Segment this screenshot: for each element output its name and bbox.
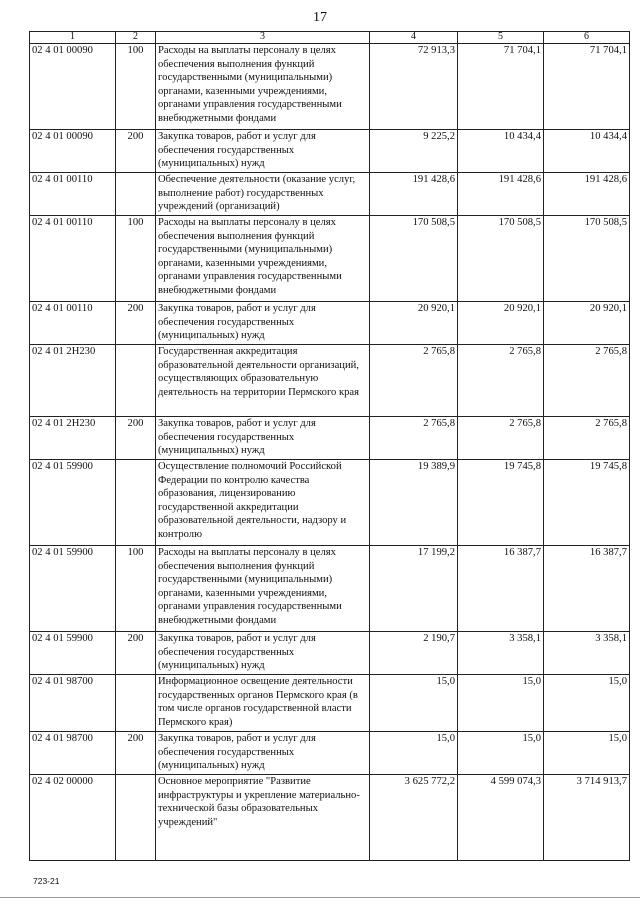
target-article-code: 02 4 01 59900 <box>30 460 116 546</box>
target-article-code: 02 4 01 00090 <box>30 130 116 173</box>
expense-name: Закупка товаров, работ и услуг для обеспечения государственных (муниципальных) нужд <box>156 130 370 173</box>
target-article-code: 02 4 01 98700 <box>30 675 116 732</box>
amount-col5: 15,0 <box>458 675 544 732</box>
target-article-code: 02 4 01 2Н230 <box>30 417 116 460</box>
target-article-code: 02 4 01 98700 <box>30 732 116 775</box>
target-article-code: 02 4 01 00090 <box>30 44 116 130</box>
amount-col4: 9 225,2 <box>370 130 458 173</box>
expense-type-code: 100 <box>116 44 156 130</box>
amount-col4: 17 199,2 <box>370 546 458 632</box>
amount-col6: 3 358,1 <box>544 632 630 675</box>
expense-type-code: 200 <box>116 302 156 345</box>
amount-col4: 170 508,5 <box>370 216 458 302</box>
target-article-code: 02 4 01 00110 <box>30 302 116 345</box>
amount-col4: 15,0 <box>370 675 458 732</box>
expense-name: Закупка товаров, работ и услуг для обеспечения государственных (муниципальных) нужд <box>156 732 370 775</box>
expense-name: Закупка товаров, работ и услуг для обеспечения государственных (муниципальных) нужд <box>156 417 370 460</box>
column-number: 2 <box>116 32 156 44</box>
column-number: 5 <box>458 32 544 44</box>
amount-col5: 10 434,4 <box>458 130 544 173</box>
amount-col4: 2 765,8 <box>370 345 458 417</box>
table-row <box>30 345 630 417</box>
table-row <box>30 417 630 460</box>
amount-col6: 19 745,8 <box>544 460 630 546</box>
expense-type-code: 100 <box>116 216 156 302</box>
column-number: 1 <box>30 32 116 44</box>
expense-name: Информационное освещение деятельности государственных органов Пермского края (в том числе органов государственной власти Пермского края) <box>156 675 370 732</box>
table-row <box>30 675 630 732</box>
amount-col5: 16 387,7 <box>458 546 544 632</box>
amount-col6: 191 428,6 <box>544 173 630 216</box>
amount-col4: 15,0 <box>370 732 458 775</box>
expense-type-code: 200 <box>116 130 156 173</box>
expense-name: Обеспечение деятельности (оказание услуг, выполнение работ) государственных учреждений (организаций) <box>156 173 370 216</box>
table-row <box>30 216 630 302</box>
amount-col5: 15,0 <box>458 732 544 775</box>
amount-col4: 191 428,6 <box>370 173 458 216</box>
table-row <box>30 632 630 675</box>
expense-type-code <box>116 775 156 861</box>
amount-col5: 20 920,1 <box>458 302 544 345</box>
amount-col6: 2 765,8 <box>544 345 630 417</box>
amount-col5: 191 428,6 <box>458 173 544 216</box>
amount-col4: 19 389,9 <box>370 460 458 546</box>
target-article-code: 02 4 02 00000 <box>30 775 116 861</box>
expense-type-code: 200 <box>116 732 156 775</box>
amount-col4: 72 913,3 <box>370 44 458 130</box>
expense-name: Закупка товаров, работ и услуг для обеспечения государственных (муниципальных) нужд <box>156 632 370 675</box>
page-number: 17 <box>313 10 327 25</box>
expense-name: Расходы на выплаты персоналу в целях обеспечения выполнения функций государственными (муниципальными) органами, казенными учреждениями, органами управления государственными внебюджетными фондами <box>156 546 370 632</box>
amount-col6: 2 765,8 <box>544 417 630 460</box>
column-number: 3 <box>156 32 370 44</box>
target-article-code: 02 4 01 00110 <box>30 216 116 302</box>
expense-type-code: 200 <box>116 632 156 675</box>
amount-col6: 20 920,1 <box>544 302 630 345</box>
table-row <box>30 460 630 546</box>
expense-name: Государственная аккредитация образовательной деятельности организаций, осуществляющих образовательную деятельность на территории Пермского края <box>156 345 370 417</box>
amount-col4: 20 920,1 <box>370 302 458 345</box>
amount-col6: 15,0 <box>544 732 630 775</box>
target-article-code: 02 4 01 2Н230 <box>30 345 116 417</box>
expense-name: Расходы на выплаты персоналу в целях обеспечения выполнения функций государственными (муниципальными) органами, казенными учреждениями, органами управления государственными внебюджетными фондами <box>156 216 370 302</box>
amount-col5: 4 599 074,3 <box>458 775 544 861</box>
amount-col5: 19 745,8 <box>458 460 544 546</box>
expense-type-code <box>116 345 156 417</box>
expense-name: Основное мероприятие "Развитие инфраструктуры и укрепление материально-технической базы образовательных учреждений" <box>156 775 370 861</box>
table-row <box>30 775 630 861</box>
expense-type-code: 100 <box>116 546 156 632</box>
amount-col4: 2 190,7 <box>370 632 458 675</box>
amount-col6: 16 387,7 <box>544 546 630 632</box>
expense-type-code <box>116 675 156 732</box>
table-row <box>30 546 630 632</box>
target-article-code: 02 4 01 59900 <box>30 632 116 675</box>
amount-col6: 3 714 913,7 <box>544 775 630 861</box>
amount-col4: 3 625 772,2 <box>370 775 458 861</box>
amount-col5: 2 765,8 <box>458 345 544 417</box>
expense-type-code: 200 <box>116 417 156 460</box>
table-row <box>30 130 630 173</box>
target-article-code: 02 4 01 00110 <box>30 173 116 216</box>
expense-name: Расходы на выплаты персоналу в целях обеспечения выполнения функций государственными (муниципальными) органами, казенными учреждениями, органами управления государственными внебюджетными фондами <box>156 44 370 130</box>
amount-col6: 71 704,1 <box>544 44 630 130</box>
page-edge-line <box>0 897 640 898</box>
amount-col6: 15,0 <box>544 675 630 732</box>
expense-type-code <box>116 460 156 546</box>
table-row <box>30 44 630 130</box>
table-row <box>30 732 630 775</box>
amount-col5: 170 508,5 <box>458 216 544 302</box>
expense-type-code <box>116 173 156 216</box>
amount-col4: 2 765,8 <box>370 417 458 460</box>
amount-col5: 71 704,1 <box>458 44 544 130</box>
expense-name: Закупка товаров, работ и услуг для обеспечения государственных (муниципальных) нужд <box>156 302 370 345</box>
document-code: 723-21 <box>33 876 60 886</box>
amount-col6: 10 434,4 <box>544 130 630 173</box>
budget-table <box>29 31 630 861</box>
column-number-row <box>30 32 630 44</box>
column-number: 6 <box>544 32 630 44</box>
target-article-code: 02 4 01 59900 <box>30 546 116 632</box>
table-row <box>30 173 630 216</box>
column-number: 4 <box>370 32 458 44</box>
amount-col5: 3 358,1 <box>458 632 544 675</box>
amount-col5: 2 765,8 <box>458 417 544 460</box>
expense-name: Осуществление полномочий Российской Федерации по контролю качества образования, лицензированию государственной аккредитации образовательной деятельности, надзору и контролю <box>156 460 370 546</box>
table-row <box>30 302 630 345</box>
amount-col6: 170 508,5 <box>544 216 630 302</box>
